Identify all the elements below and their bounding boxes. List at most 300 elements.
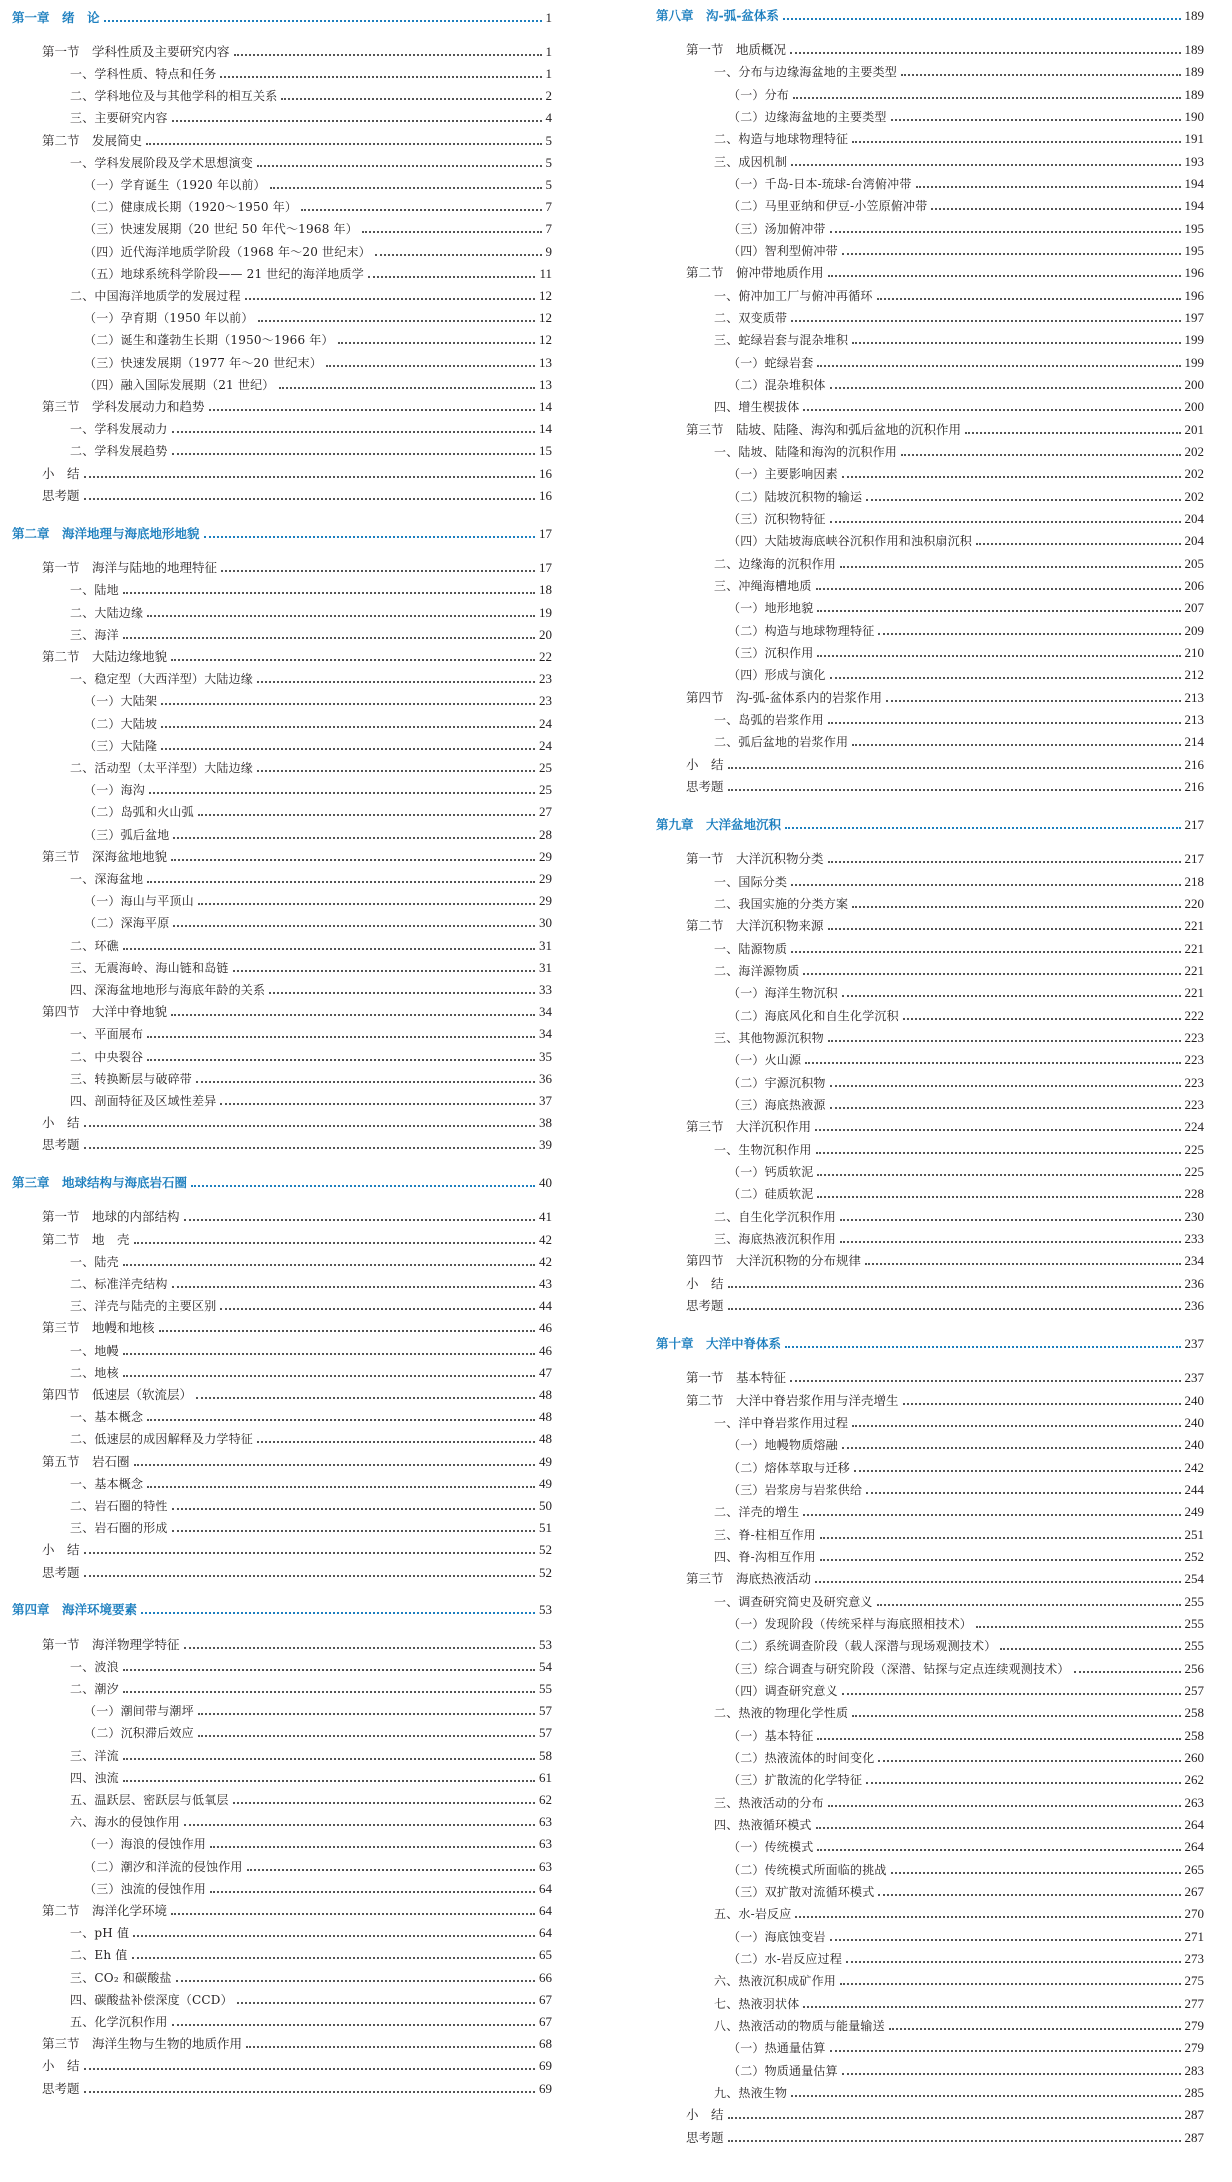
toc-entry-title: （一）分布 bbox=[728, 88, 790, 102]
toc-chapter-heading[interactable] bbox=[656, 814, 1204, 836]
toc-entry-title: 一、分布与边缘海盆地的主要类型 bbox=[714, 65, 898, 79]
toc-entry[interactable] bbox=[12, 107, 552, 129]
toc-entry-title: 一、洋中脊岩浆作用过程 bbox=[714, 1416, 849, 1430]
toc-entry[interactable] bbox=[12, 2078, 552, 2100]
toc-page-number: 237 bbox=[1184, 1336, 1204, 1351]
toc-entry[interactable] bbox=[12, 602, 552, 624]
toc-entry[interactable] bbox=[12, 285, 552, 307]
toc-entry[interactable] bbox=[656, 2104, 1204, 2126]
toc-entry[interactable] bbox=[12, 1767, 552, 1789]
toc-entry[interactable] bbox=[656, 1027, 1204, 1049]
toc-entry[interactable] bbox=[656, 463, 1204, 485]
toc-entry[interactable] bbox=[12, 757, 552, 779]
toc-entry-title: 思考题 bbox=[686, 2130, 724, 2145]
toc-entry[interactable] bbox=[656, 1295, 1204, 1317]
toc-entry[interactable] bbox=[656, 2082, 1204, 2104]
toc-entry[interactable] bbox=[656, 2127, 1204, 2149]
toc-entry[interactable] bbox=[656, 151, 1204, 173]
toc-entry[interactable] bbox=[12, 152, 552, 174]
toc-entry-title: 第三节 海底热液活动 bbox=[686, 1571, 812, 1586]
toc-entry[interactable] bbox=[12, 1700, 552, 1722]
toc-entry[interactable] bbox=[656, 1457, 1204, 1479]
toc-entry[interactable] bbox=[12, 2055, 552, 2077]
toc-entry[interactable] bbox=[656, 754, 1204, 776]
toc-chapter-heading[interactable] bbox=[656, 5, 1204, 27]
dot-leader bbox=[842, 476, 1181, 478]
toc-entry[interactable] bbox=[12, 1206, 552, 1228]
toc-entry-title: 一、陆地 bbox=[70, 583, 119, 597]
toc-entry-title: 小 结 bbox=[686, 2107, 724, 2122]
toc-entry[interactable] bbox=[12, 1900, 552, 1922]
dot-leader bbox=[172, 2024, 535, 2026]
toc-entry-title: 二、洋壳的增生 bbox=[714, 1505, 800, 1519]
toc-entry[interactable] bbox=[12, 646, 552, 668]
toc-entry[interactable] bbox=[656, 1524, 1204, 1546]
toc-page-number: 69 bbox=[539, 2081, 552, 2096]
toc-entry[interactable] bbox=[656, 871, 1204, 893]
toc-entry-title: 一、基本概念 bbox=[70, 1477, 144, 1491]
toc-entry[interactable] bbox=[12, 957, 552, 979]
toc-entry[interactable] bbox=[656, 1273, 1204, 1295]
toc-entry[interactable] bbox=[12, 1046, 552, 1068]
toc-entry-title: 二、中央裂谷 bbox=[70, 1050, 144, 1064]
toc-entry-title: （五）地球系统科学阶段—— 21 世纪的海洋地质学 bbox=[84, 267, 364, 281]
toc-entry[interactable] bbox=[656, 1658, 1204, 1680]
toc-entry-title: 一、生物沉积作用 bbox=[714, 1143, 812, 1157]
toc-entry[interactable] bbox=[656, 1568, 1204, 1590]
dot-leader bbox=[846, 1961, 1180, 1963]
toc-entry[interactable] bbox=[12, 374, 552, 396]
dot-leader bbox=[123, 1758, 535, 1760]
dot-leader bbox=[728, 1308, 1181, 1310]
toc-entry[interactable] bbox=[656, 1250, 1204, 1272]
toc-entry[interactable] bbox=[12, 418, 552, 440]
toc-entry[interactable] bbox=[656, 2015, 1204, 2037]
toc-entry[interactable] bbox=[656, 893, 1204, 915]
toc-entry[interactable] bbox=[12, 263, 552, 285]
dot-leader bbox=[338, 342, 535, 344]
toc-entry[interactable] bbox=[656, 1367, 1204, 1389]
toc-page-number: 43 bbox=[539, 1276, 552, 1291]
dot-leader bbox=[852, 141, 1180, 143]
toc-entry-title: 第二节 发展简史 bbox=[42, 133, 143, 148]
toc-entry[interactable] bbox=[12, 1833, 552, 1855]
toc-entry[interactable] bbox=[656, 1635, 1204, 1657]
toc-entry[interactable] bbox=[12, 912, 552, 934]
dot-leader bbox=[791, 884, 1180, 886]
dot-leader bbox=[891, 119, 1181, 121]
toc-entry[interactable] bbox=[656, 642, 1204, 664]
toc-entry[interactable] bbox=[12, 1989, 552, 2011]
toc-page-number: 13 bbox=[539, 355, 552, 370]
toc-entry[interactable] bbox=[656, 620, 1204, 642]
toc-entry[interactable] bbox=[12, 1428, 552, 1450]
toc-entry[interactable] bbox=[12, 690, 552, 712]
toc-entry-title: （三）浊流的侵蚀作用 bbox=[84, 1882, 207, 1896]
toc-entry[interactable] bbox=[12, 735, 552, 757]
toc-entry[interactable] bbox=[12, 1001, 552, 1023]
dot-leader bbox=[123, 1691, 535, 1693]
toc-page-number: 46 bbox=[539, 1320, 552, 1335]
toc-page-number: 234 bbox=[1184, 1253, 1204, 1268]
toc-entry[interactable] bbox=[656, 106, 1204, 128]
toc-entry[interactable] bbox=[12, 1317, 552, 1339]
toc-entry[interactable] bbox=[12, 485, 552, 507]
dot-leader bbox=[147, 1419, 535, 1421]
toc-entry-title: 第三章 地球结构与海底岩石圈 bbox=[12, 1175, 188, 1190]
toc-page-number: 216 bbox=[1184, 779, 1204, 794]
toc-entry[interactable] bbox=[656, 1412, 1204, 1434]
toc-entry[interactable] bbox=[656, 709, 1204, 731]
dot-leader bbox=[123, 1780, 535, 1782]
toc-entry[interactable] bbox=[656, 776, 1204, 798]
toc-page-number: 224 bbox=[1184, 1119, 1204, 1134]
toc-entry[interactable] bbox=[12, 352, 552, 374]
toc-entry[interactable] bbox=[656, 441, 1204, 463]
toc-page-number: 191 bbox=[1184, 131, 1204, 146]
toc-entry[interactable] bbox=[12, 1251, 552, 1273]
toc-entry[interactable] bbox=[12, 557, 552, 579]
toc-entry-title: 三、CO₂ 和碳酸盐 bbox=[70, 1971, 172, 1985]
toc-entry[interactable] bbox=[12, 63, 552, 85]
toc-entry-title: 二、弧后盆地的岩浆作用 bbox=[714, 735, 849, 749]
toc-entry[interactable] bbox=[656, 1948, 1204, 1970]
toc-entry[interactable] bbox=[12, 1023, 552, 1045]
toc-entry[interactable] bbox=[656, 1479, 1204, 1501]
toc-entry[interactable] bbox=[12, 868, 552, 890]
dot-leader bbox=[172, 453, 535, 455]
toc-entry[interactable] bbox=[12, 1634, 552, 1656]
toc-entry[interactable] bbox=[12, 935, 552, 957]
toc-entry[interactable] bbox=[12, 1134, 552, 1156]
toc-entry[interactable] bbox=[656, 1591, 1204, 1613]
toc-entry[interactable] bbox=[656, 1206, 1204, 1228]
toc-entry[interactable] bbox=[12, 1495, 552, 1517]
dot-leader bbox=[123, 1353, 535, 1355]
toc-entry[interactable] bbox=[656, 1072, 1204, 1094]
toc-entry[interactable] bbox=[656, 1836, 1204, 1858]
toc-entry[interactable] bbox=[656, 1161, 1204, 1183]
toc-page-number: 29 bbox=[539, 849, 552, 864]
toc-entry[interactable] bbox=[656, 1613, 1204, 1635]
dot-leader bbox=[803, 409, 1180, 411]
toc-entry[interactable] bbox=[656, 1926, 1204, 1948]
toc-page-number: 240 bbox=[1184, 1393, 1204, 1408]
toc-entry[interactable] bbox=[656, 1814, 1204, 1836]
toc-entry-title: 第一节 海洋物理学特征 bbox=[42, 1637, 180, 1652]
toc-entry[interactable] bbox=[656, 285, 1204, 307]
toc-entry[interactable] bbox=[12, 174, 552, 196]
toc-entry[interactable] bbox=[12, 329, 552, 351]
toc-entry[interactable] bbox=[656, 240, 1204, 262]
dot-leader bbox=[817, 1738, 1180, 1740]
toc-entry-title: 二、自生化学沉积作用 bbox=[714, 1210, 837, 1224]
toc-entry-title: 一、学科性质、特点和任务 bbox=[70, 67, 217, 81]
toc-entry-title: 二、大陆边缘 bbox=[70, 606, 144, 620]
toc-entry[interactable] bbox=[656, 1881, 1204, 1903]
toc-page-number: 64 bbox=[539, 1925, 552, 1940]
toc-entry[interactable] bbox=[656, 553, 1204, 575]
dot-leader bbox=[301, 209, 541, 211]
toc-page-number: 287 bbox=[1184, 2107, 1204, 2122]
toc-entry[interactable] bbox=[12, 41, 552, 63]
toc-entry[interactable] bbox=[12, 307, 552, 329]
dot-leader bbox=[171, 1913, 535, 1915]
toc-entry[interactable] bbox=[12, 846, 552, 868]
toc-entry[interactable] bbox=[656, 1501, 1204, 1523]
toc-page-number: 48 bbox=[539, 1431, 552, 1446]
toc-entry[interactable] bbox=[656, 530, 1204, 552]
toc-entry[interactable] bbox=[12, 130, 552, 152]
toc-entry[interactable] bbox=[12, 1273, 552, 1295]
toc-entry-title: 第一节 大洋沉积物分类 bbox=[686, 851, 824, 866]
toc-entry[interactable] bbox=[656, 1546, 1204, 1568]
toc-entry[interactable] bbox=[656, 687, 1204, 709]
dot-leader bbox=[257, 1441, 535, 1443]
toc-entry[interactable] bbox=[12, 1656, 552, 1678]
toc-page-number: 222 bbox=[1184, 1008, 1204, 1023]
dot-leader bbox=[210, 1891, 535, 1893]
toc-entry[interactable] bbox=[656, 396, 1204, 418]
toc-entry[interactable] bbox=[12, 1340, 552, 1362]
toc-entry-title: 一、俯冲加工厂与俯冲再循环 bbox=[714, 289, 873, 303]
toc-entry[interactable] bbox=[12, 624, 552, 646]
toc-entry[interactable] bbox=[656, 960, 1204, 982]
toc-entry-title: （一）火山源 bbox=[728, 1053, 802, 1067]
toc-chapter-heading[interactable] bbox=[12, 7, 552, 29]
toc-entry[interactable] bbox=[12, 440, 552, 462]
toc-entry[interactable] bbox=[12, 890, 552, 912]
toc-page-number: 57 bbox=[539, 1703, 552, 1718]
toc-chapter-heading[interactable] bbox=[12, 1599, 552, 1621]
toc-entry[interactable] bbox=[656, 84, 1204, 106]
toc-entry[interactable] bbox=[656, 664, 1204, 686]
dot-leader bbox=[198, 1735, 535, 1737]
toc-entry[interactable] bbox=[656, 1680, 1204, 1702]
toc-page-number: 34 bbox=[539, 1004, 552, 1019]
toc-entry[interactable] bbox=[656, 1228, 1204, 1250]
toc-entry[interactable] bbox=[656, 1725, 1204, 1747]
dot-leader bbox=[728, 789, 1181, 791]
toc-entry[interactable] bbox=[12, 1722, 552, 1744]
toc-entry[interactable] bbox=[656, 61, 1204, 83]
toc-entry[interactable] bbox=[656, 1970, 1204, 1992]
dot-leader bbox=[854, 1470, 1180, 1472]
dot-leader bbox=[147, 1036, 535, 1038]
toc-chapter-heading[interactable] bbox=[12, 1172, 552, 1194]
toc-page-number: 2 bbox=[545, 88, 552, 103]
toc-entry[interactable] bbox=[656, 731, 1204, 753]
toc-entry[interactable] bbox=[12, 1745, 552, 1767]
toc-entry[interactable] bbox=[12, 1878, 552, 1900]
toc-entry-title: （一）海底蚀变岩 bbox=[728, 1930, 826, 1944]
toc-entry[interactable] bbox=[656, 307, 1204, 329]
toc-entry[interactable] bbox=[12, 1678, 552, 1700]
toc-page-number: 22 bbox=[539, 649, 552, 664]
toc-entry[interactable] bbox=[656, 1116, 1204, 1138]
dot-leader bbox=[903, 1403, 1181, 1405]
toc-entry[interactable] bbox=[12, 1967, 552, 1989]
toc-page-number: 67 bbox=[539, 2014, 552, 2029]
toc-page-number: 5 bbox=[545, 133, 552, 148]
toc-page-number: 49 bbox=[539, 1454, 552, 1469]
toc-entry[interactable] bbox=[656, 1434, 1204, 1456]
toc-entry[interactable] bbox=[656, 1005, 1204, 1027]
dot-leader bbox=[803, 973, 1180, 975]
toc-entry[interactable] bbox=[656, 1094, 1204, 1116]
toc-entry[interactable] bbox=[656, 262, 1204, 284]
toc-entry[interactable] bbox=[12, 2033, 552, 2055]
toc-chapter-heading[interactable] bbox=[656, 1333, 1204, 1355]
toc-entry[interactable] bbox=[656, 486, 1204, 508]
toc-entry[interactable] bbox=[12, 713, 552, 735]
toc-entry[interactable] bbox=[12, 1517, 552, 1539]
dot-leader bbox=[191, 1185, 535, 1187]
toc-page-number: 263 bbox=[1184, 1795, 1204, 1810]
toc-entry[interactable] bbox=[12, 1090, 552, 1112]
toc-entry[interactable] bbox=[656, 1390, 1204, 1412]
toc-entry-title: 第八章 沟-弧-盆体系 bbox=[656, 8, 779, 23]
toc-entry[interactable] bbox=[12, 396, 552, 418]
toc-entry[interactable] bbox=[12, 1406, 552, 1428]
toc-entry[interactable] bbox=[656, 2060, 1204, 2082]
dot-leader bbox=[803, 1514, 1180, 1516]
toc-entry[interactable] bbox=[656, 218, 1204, 240]
toc-entry[interactable] bbox=[656, 1993, 1204, 2015]
toc-entry-title: 第二节 大陆边缘地貌 bbox=[42, 649, 168, 664]
toc-chapter-heading[interactable] bbox=[12, 523, 552, 545]
toc-entry[interactable] bbox=[12, 824, 552, 846]
toc-entry[interactable] bbox=[12, 1473, 552, 1495]
toc-page-number: 46 bbox=[539, 1343, 552, 1358]
toc-page-number: 47 bbox=[539, 1365, 552, 1380]
toc-entry[interactable] bbox=[12, 85, 552, 107]
toc-entry[interactable] bbox=[656, 1769, 1204, 1791]
toc-entry[interactable] bbox=[656, 982, 1204, 1004]
toc-entry[interactable] bbox=[12, 463, 552, 485]
toc-entry[interactable] bbox=[656, 195, 1204, 217]
dot-leader bbox=[281, 98, 541, 100]
dot-leader bbox=[803, 2006, 1180, 2008]
toc-entry[interactable] bbox=[656, 173, 1204, 195]
toc-page-number: 14 bbox=[539, 399, 552, 414]
toc-entry-title: 二、学科发展趋势 bbox=[70, 444, 168, 458]
dot-leader bbox=[791, 320, 1180, 322]
toc-entry[interactable] bbox=[12, 1562, 552, 1584]
toc-entry-title: 三、海底热液沉积作用 bbox=[714, 1232, 837, 1246]
toc-entry[interactable] bbox=[12, 1944, 552, 1966]
toc-entry[interactable] bbox=[656, 508, 1204, 530]
toc-entry[interactable] bbox=[656, 39, 1204, 61]
toc-entry[interactable] bbox=[12, 1811, 552, 1833]
toc-entry[interactable] bbox=[12, 196, 552, 218]
toc-page-number: 193 bbox=[1184, 154, 1204, 169]
toc-entry-title: （一）孕育期（1950 年以前） bbox=[84, 311, 254, 325]
dot-leader bbox=[852, 1715, 1180, 1717]
toc-entry[interactable] bbox=[656, 1903, 1204, 1925]
toc-entry[interactable] bbox=[12, 1068, 552, 1090]
toc-entry[interactable] bbox=[656, 1702, 1204, 1724]
dot-leader bbox=[161, 726, 535, 728]
toc-entry-title: （二）岛弧和火山弧 bbox=[84, 805, 194, 819]
toc-page-number: 25 bbox=[539, 760, 552, 775]
toc-entry[interactable] bbox=[656, 2037, 1204, 2059]
toc-entry[interactable] bbox=[12, 779, 552, 801]
toc-entry[interactable] bbox=[656, 1139, 1204, 1161]
toc-entry[interactable] bbox=[12, 1789, 552, 1811]
toc-entry[interactable] bbox=[656, 1049, 1204, 1071]
toc-entry[interactable] bbox=[12, 1451, 552, 1473]
toc-entry[interactable] bbox=[656, 915, 1204, 937]
toc-entry[interactable] bbox=[656, 597, 1204, 619]
toc-page-number: 199 bbox=[1184, 355, 1204, 370]
toc-entry[interactable] bbox=[656, 938, 1204, 960]
toc-entry[interactable] bbox=[12, 1112, 552, 1134]
dot-leader bbox=[184, 1824, 535, 1826]
toc-page-number: 217 bbox=[1184, 851, 1204, 866]
dot-leader bbox=[889, 2028, 1181, 2030]
toc-entry[interactable] bbox=[12, 1922, 552, 1944]
toc-entry[interactable] bbox=[12, 1229, 552, 1251]
toc-entry[interactable] bbox=[12, 979, 552, 1001]
toc-page-number: 31 bbox=[539, 938, 552, 953]
toc-entry[interactable] bbox=[656, 352, 1204, 374]
dot-leader bbox=[362, 231, 542, 233]
toc-entry-title: 四、碳酸盐补偿深度（CCD） bbox=[70, 1993, 233, 2007]
toc-entry[interactable] bbox=[12, 801, 552, 823]
toc-entry-title: 二、学科地位及与其他学科的相互关系 bbox=[70, 89, 278, 103]
dot-leader bbox=[830, 1085, 1181, 1087]
toc-page-number: 287 bbox=[1184, 2130, 1204, 2145]
toc-entry[interactable] bbox=[656, 1747, 1204, 1769]
toc-entry-title: 第二节 俯冲带地质作用 bbox=[686, 265, 824, 280]
toc-entry[interactable] bbox=[656, 848, 1204, 870]
toc-entry-title: 思考题 bbox=[686, 779, 724, 794]
toc-entry-title: 二、中国海洋地质学的发展过程 bbox=[70, 289, 241, 303]
toc-entry-title: （二）物质通量估算 bbox=[728, 2064, 838, 2078]
toc-entry[interactable] bbox=[12, 1295, 552, 1317]
dot-leader bbox=[842, 1447, 1181, 1449]
dot-leader bbox=[84, 1575, 535, 1577]
toc-entry[interactable] bbox=[656, 575, 1204, 597]
toc-entry-title: 二、地核 bbox=[70, 1366, 119, 1380]
toc-entry[interactable] bbox=[12, 668, 552, 690]
toc-entry[interactable] bbox=[656, 329, 1204, 351]
toc-entry[interactable] bbox=[12, 1856, 552, 1878]
dot-leader bbox=[840, 1219, 1180, 1221]
toc-entry-title: （二）硅质软泥 bbox=[728, 1187, 814, 1201]
toc-entry[interactable] bbox=[656, 128, 1204, 150]
toc-entry[interactable] bbox=[12, 1539, 552, 1561]
toc-entry[interactable] bbox=[12, 2011, 552, 2033]
toc-entry[interactable] bbox=[656, 1183, 1204, 1205]
toc-page-number: 204 bbox=[1184, 533, 1204, 548]
toc-entry-title: 四、增生楔拔体 bbox=[714, 400, 800, 414]
toc-entry[interactable] bbox=[656, 1859, 1204, 1881]
toc-entry[interactable] bbox=[12, 218, 552, 240]
toc-page-number: 31 bbox=[539, 960, 552, 975]
dot-leader bbox=[783, 18, 1181, 20]
dot-leader bbox=[220, 1103, 535, 1105]
toc-entry[interactable] bbox=[12, 1384, 552, 1406]
toc-entry[interactable] bbox=[656, 419, 1204, 441]
toc-entry[interactable] bbox=[656, 1792, 1204, 1814]
dot-leader bbox=[257, 770, 535, 772]
toc-entry[interactable] bbox=[12, 1362, 552, 1384]
toc-entry[interactable] bbox=[12, 241, 552, 263]
toc-entry[interactable] bbox=[656, 374, 1204, 396]
toc-entry[interactable] bbox=[12, 579, 552, 601]
